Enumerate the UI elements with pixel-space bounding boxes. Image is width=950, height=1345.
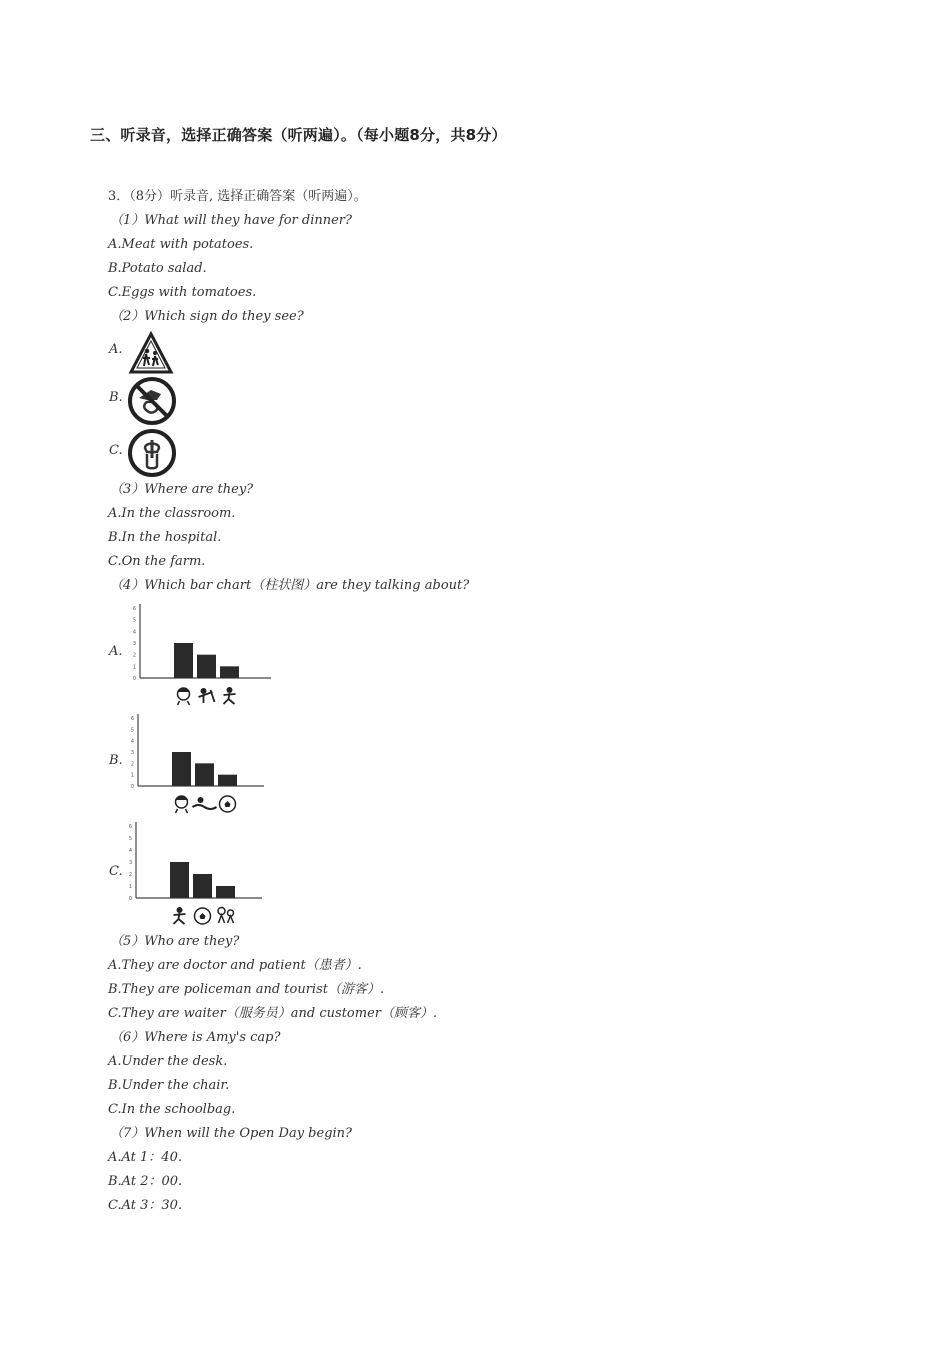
question-2: （2）Which sign do they see?: [110, 309, 304, 324]
quiet-please-sign-icon[interactable]: [127, 428, 177, 478]
q4-option-b-label[interactable]: B.: [109, 753, 123, 768]
q6-option-c[interactable]: C.In the schoolbag.: [108, 1102, 236, 1117]
category-icon-dancing: [224, 687, 236, 704]
y-tick-label: 0: [130, 784, 134, 790]
bar-drawing: [197, 655, 216, 678]
girl-legs: [176, 809, 188, 813]
bar-football: [193, 874, 212, 898]
q3-option-c[interactable]: C.On the farm.: [108, 554, 206, 569]
y-tick-label: 4: [128, 848, 132, 854]
girl-legs: [178, 701, 190, 705]
bar-football: [218, 775, 237, 786]
category-icon-drawing: [199, 688, 215, 703]
bar-chart-a[interactable]: [126, 600, 281, 710]
y-tick-label: 4: [132, 629, 136, 636]
y-tick-label: 6: [128, 824, 132, 830]
q7-option-b[interactable]: B.At 2：00.: [108, 1174, 183, 1189]
girl-hair: [176, 796, 188, 800]
q5-option-a[interactable]: A.They are doctor and patient（患者）.: [108, 958, 362, 973]
y-tick-label: 2: [130, 761, 134, 768]
category-icon-girl: [178, 688, 190, 705]
bar-girl: [172, 752, 191, 786]
y-tick-label: 3: [130, 750, 134, 756]
girl-hair: [178, 688, 190, 692]
bar-swimming: [195, 763, 214, 786]
y-tick-label: 1: [130, 772, 134, 779]
q3-option-b[interactable]: B.In the hospital.: [108, 530, 222, 545]
bar-children: [216, 886, 235, 898]
bar-chart-b[interactable]: [124, 710, 274, 818]
category-icon-girl: [176, 796, 188, 813]
dancing-icon: [227, 687, 233, 693]
y-tick-label: 0: [132, 676, 136, 682]
children-crossing-sign-icon[interactable]: [128, 331, 174, 375]
question-1: （1）What will they have for dinner?: [110, 213, 352, 228]
no-feeding-sign-icon[interactable]: [127, 376, 177, 426]
y-tick-label: 6: [130, 716, 134, 722]
q5-option-c[interactable]: C.They are waiter（服务员）and customer（顾客）.: [108, 1006, 438, 1021]
question-4: （4）Which bar chart（柱状图）are they talking about?: [110, 578, 470, 593]
y-tick-label: 3: [132, 641, 136, 647]
swimmer-head: [198, 797, 204, 803]
q4-option-c-label[interactable]: C.: [109, 864, 123, 879]
dancing-figure: [224, 693, 236, 704]
children-bodies: [219, 915, 234, 923]
y-tick-label: 5: [132, 617, 136, 624]
q5-option-b[interactable]: B.They are policeman and tourist（游客）.: [108, 982, 385, 997]
y-tick-label: 4: [130, 738, 134, 745]
bar-chart-c[interactable]: [122, 818, 272, 930]
question-5: （5）Who are they?: [110, 934, 240, 949]
category-icon-football: [220, 796, 236, 812]
category-icon-children: [218, 908, 234, 924]
y-tick-label: 1: [128, 884, 132, 890]
q6-option-a[interactable]: A.Under the desk.: [108, 1054, 228, 1069]
q1-option-b[interactable]: B.Potato salad.: [108, 261, 207, 276]
question-3: （3）Where are they?: [110, 482, 254, 497]
bar-dancing: [220, 666, 239, 678]
q7-option-c[interactable]: C.At 3：30.: [108, 1198, 183, 1213]
category-icon-swimming: [193, 797, 217, 809]
q7-option-a[interactable]: A.At 1：40.: [108, 1150, 182, 1165]
bar-girl: [174, 643, 193, 678]
y-tick-label: 2: [132, 652, 136, 659]
q4-option-a-label[interactable]: A.: [109, 644, 123, 659]
category-icon-running: [174, 907, 186, 924]
q6-option-b[interactable]: B.Under the chair.: [108, 1078, 230, 1093]
q1-option-a[interactable]: A.Meat with potatoes.: [108, 237, 254, 252]
q2-option-c-label[interactable]: C.: [109, 443, 123, 458]
q2-option-b-label[interactable]: B.: [109, 390, 123, 405]
swimming-icon: [193, 805, 217, 809]
y-tick-label: 0: [128, 896, 132, 902]
running-figure: [174, 913, 186, 924]
drawing-icon: [201, 688, 207, 694]
y-tick-label: 3: [128, 860, 132, 866]
running-icon: [177, 907, 183, 913]
q3-option-a[interactable]: A.In the classroom.: [108, 506, 236, 521]
section-title: 三、听录音，选择正确答案（听两遍）。（每小题8分，共8分）: [90, 126, 507, 144]
question-6: （6）Where is Amy's cap?: [110, 1030, 281, 1045]
question-header: 3．（8分）听录音, 选择正确答案（听两遍）。: [108, 189, 367, 204]
bar-running: [170, 862, 189, 898]
q2-option-a-label[interactable]: A.: [109, 342, 123, 357]
y-tick-label: 2: [128, 872, 132, 878]
y-tick-label: 5: [128, 836, 132, 842]
y-tick-label: 5: [130, 727, 134, 734]
y-tick-label: 6: [132, 606, 136, 612]
question-7: （7）When will the Open Day begin?: [110, 1126, 353, 1141]
q1-option-c[interactable]: C.Eggs with tomatoes.: [108, 285, 257, 300]
category-icon-football: [195, 908, 211, 924]
y-tick-label: 1: [132, 664, 136, 671]
